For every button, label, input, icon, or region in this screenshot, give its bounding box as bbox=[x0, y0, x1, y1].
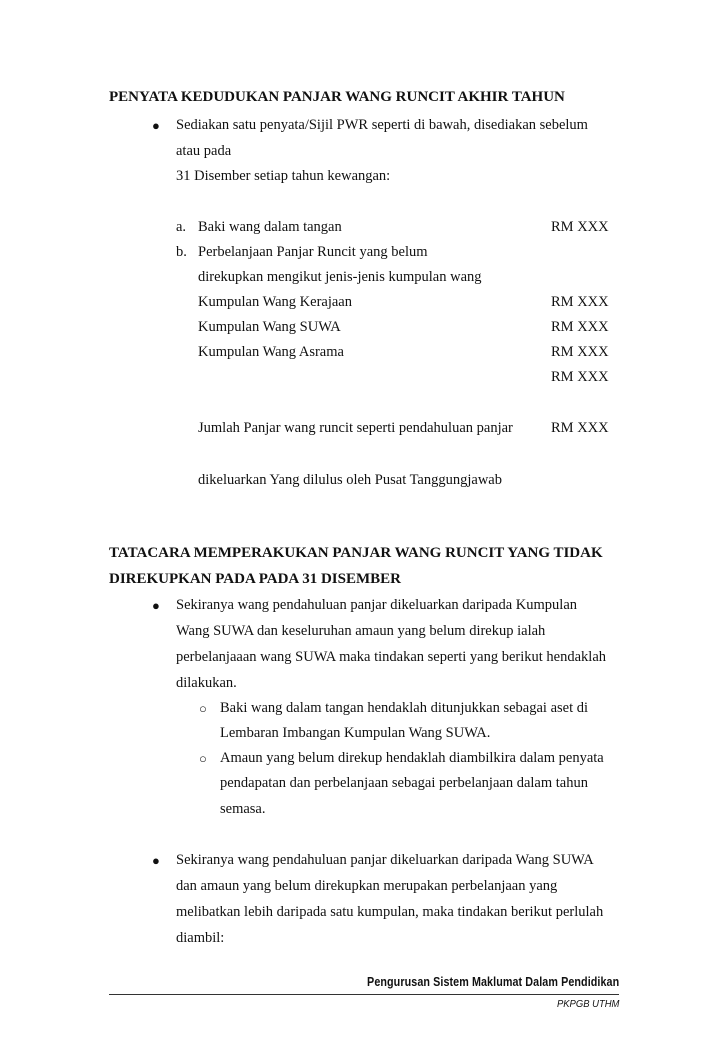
sub-bullet-text: Amaun yang belum direkup hendaklah diambilkira dalam penyata bbox=[220, 750, 604, 766]
fund-amount: RM XXX bbox=[551, 319, 609, 335]
bullet-icon: ● bbox=[152, 598, 160, 613]
section1-bullet-text: 31 Disember setiap tahun kewangan: bbox=[176, 168, 391, 184]
item-a-marker: a. bbox=[176, 219, 187, 235]
section2-bullet2-text: dan amaun yang belum direkupkan merupakan perbelanjaan yang bbox=[176, 878, 558, 894]
item-a-amount: RM XXX bbox=[551, 219, 609, 235]
item-b-label: direkupkan mengikut jenis-jenis kumpulan wang bbox=[198, 269, 482, 285]
sub-bullet-text: pendapatan dan perbelanjaan sebagai perbelanjaan dalam tahun bbox=[220, 775, 588, 791]
item-b-marker: b. bbox=[176, 244, 187, 260]
fund-label: Kumpulan Wang Asrama bbox=[198, 344, 344, 360]
bullet-icon: ● bbox=[152, 853, 160, 868]
circle-bullet-icon: ○ bbox=[199, 701, 207, 716]
sub-bullet-text: Baki wang dalam tangan hendaklah ditunjukkan sebagai aset di bbox=[220, 700, 589, 716]
footer-title: Pengurusan Sistem Maklumat Dalam Pendidikan bbox=[366, 975, 619, 989]
section2-bullet2-text: melibatkan lebih daripada satu kumpulan, maka tindakan berikut perlulah bbox=[176, 904, 604, 920]
section2-heading: DIREKUPKAN PADA PADA 31 DISEMBER bbox=[109, 571, 401, 587]
fund-amount: RM XXX bbox=[551, 344, 609, 360]
circle-bullet-icon: ○ bbox=[199, 751, 207, 766]
section2-bullet2-text: Sekiranya wang pendahuluan panjar dikeluarkan daripada Wang SUWA bbox=[176, 852, 594, 868]
section2-bullet1-text: perbelanjaaan wang SUWA maka tindakan seperti yang berikut hendaklah bbox=[176, 649, 607, 665]
section2-bullet1-text: Wang SUWA dan keseluruhan amaun yang belum direkup ialah bbox=[176, 623, 546, 639]
section2-bullet2-text: diambil: bbox=[176, 930, 225, 946]
footer-subtitle: PKPGB UTHM bbox=[556, 998, 619, 1010]
section1-heading: PENYATA KEDUDUKAN PANJAR WANG RUNCIT AKHIR TAHUN bbox=[109, 89, 565, 105]
bullet-icon: ● bbox=[152, 118, 160, 133]
footer-divider bbox=[109, 994, 619, 995]
sub-bullet-text: Lembaran Imbangan Kumpulan Wang SUWA. bbox=[220, 725, 491, 741]
fund-amount: RM XXX bbox=[551, 294, 609, 310]
fund-label: Kumpulan Wang Kerajaan bbox=[198, 294, 352, 310]
section1-bullet-text: atau pada bbox=[176, 143, 232, 159]
fund-label: Kumpulan Wang SUWA bbox=[198, 319, 341, 335]
total-note: dikeluarkan Yang dilulus oleh Pusat Tanggungjawab bbox=[198, 472, 502, 488]
item-b-label: Perbelanjaan Panjar Runcit yang belum bbox=[198, 244, 428, 260]
total-amount: RM XXX bbox=[551, 420, 609, 436]
sub-bullet-text: semasa. bbox=[220, 801, 266, 817]
subtotal-amount: RM XXX bbox=[551, 369, 609, 385]
section2-bullet1-text: Sekiranya wang pendahuluan panjar dikeluarkan daripada Kumpulan bbox=[176, 597, 578, 613]
section1-bullet-text: Sediakan satu penyata/Sijil PWR seperti di bawah, disediakan sebelum bbox=[176, 117, 588, 133]
total-label: Jumlah Panjar wang runcit seperti pendahuluan panjar bbox=[198, 420, 513, 436]
item-a-label: Baki wang dalam tangan bbox=[198, 219, 342, 235]
section2-bullet1-text: dilakukan. bbox=[176, 675, 237, 691]
section2-heading: TATACARA MEMPERAKUKAN PANJAR WANG RUNCIT YANG TIDAK bbox=[109, 545, 603, 561]
